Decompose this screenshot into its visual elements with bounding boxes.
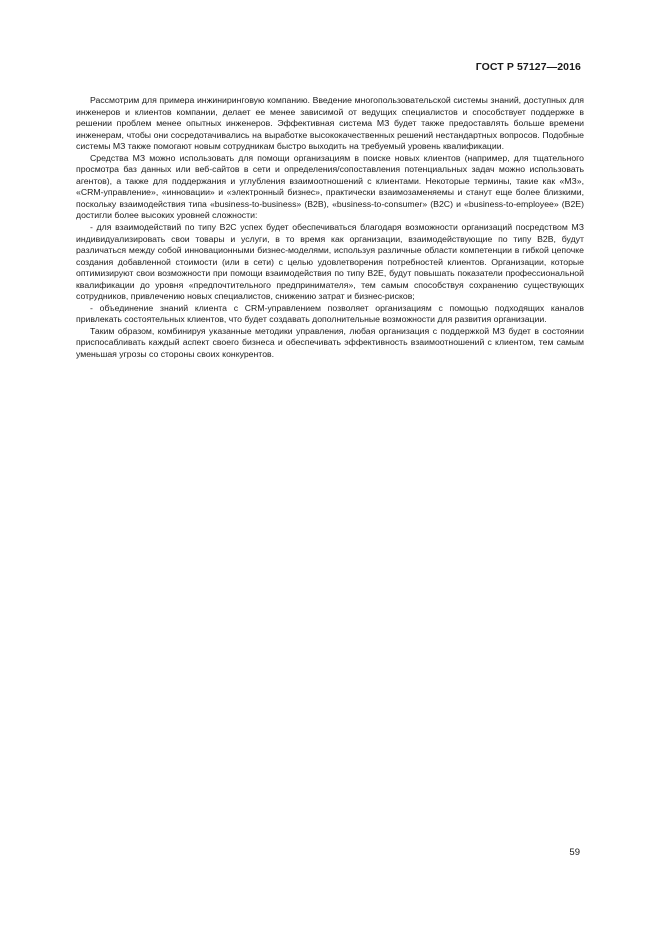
list-item-b2c-b2b-b2e: - для взаимодействий по типу B2C успех будет обеспечиваться благодаря возможности организаций посредством МЗ индивидуализировать свои товары и услуги, в то время как организации, взаимодействующие по типу B2B, будут различаться между собой инновационными бизнес-моделями, используя различные области компетенции в гибкой цепочке создания добавленной стоимости (или в сети) с целью удовлетворения потребностей клиентов. Организации, которые оптимизируют свои возможности при помощи взаимодействия по типу B2E, будут повышать показатели профессиональной квалификации до уровня «предпочтительного предпринимателя», тем самым способствуя сохранению существующих сотрудников, привлечению новых специалистов, снижению затрат и бизнес-рисков; <box>76 222 584 302</box>
paragraph-engineering-example: Рассмотрим для примера инжиниринговую компанию. Введение многопользовательской системы знаний, доступных для инженеров и клиентов компании, делает ее менее зависимой от ведущих специалистов и способствует поддержке в решении проблем менее опытных инженеров. Эффективная система МЗ будет также предоставлять больше времени инженерам, чтобы они сосредотачивались на выработке высококачественных решений нестандартных вопросов. Подобные системы МЗ также помогают новым сотрудникам быстро выходить на требуемый уровень квалификации. <box>76 95 584 152</box>
paragraph-conclusion: Таким образом, комбинируя указанные методики управления, любая организация с поддержкой МЗ будет в состоянии приспосабливать каждый аспект своего бизнеса и обеспечивать эффективность взаимоотношений с клиентом, тем самым уменьшая угрозы со стороны своих конкурентов. <box>76 325 584 360</box>
document-body <box>76 95 584 361</box>
page-number: 59 <box>569 847 580 858</box>
list-item-crm-knowledge: - объединение знаний клиента с CRM-управлением позволяет организациям с помощью подходящих каналов привлекать состоятельных клиентов, что будет создавать дополнительные возможности для развития организации. <box>76 302 584 325</box>
paragraph-km-tools-clients: Средства МЗ можно использовать для помощи организациям в поиске новых клиентов (например, для тщательного просмотра баз данных или веб-сайтов в сети и определения/сопоставления потенциальных задач можно использовать агентов), а также для поддержания и углубления взаимоотношений с клиентами. Некоторые термины, такие как «МЗ», «CRM-управление», «инновации» и «электронный бизнес», практически взаимозаменяемы и станут еще более близкими, поскольку взаимодействия типа «business-to-business» (B2B), «business-to-consumer» (B2C) и «business-to-employee» (B2E) достигли более высоких уровней сложности: <box>76 152 584 221</box>
page-header-standard: ГОСТ Р 57127—2016 <box>475 61 581 73</box>
